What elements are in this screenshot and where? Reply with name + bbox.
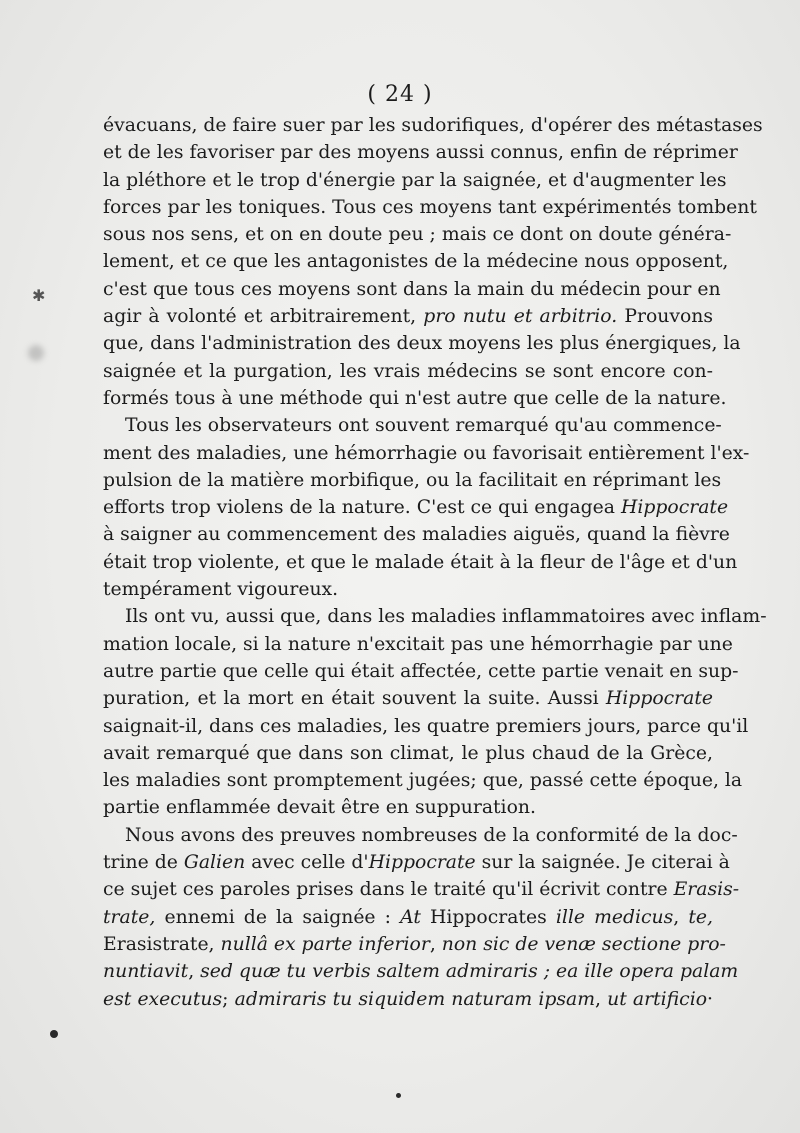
text-line (103, 576, 713, 603)
text-line (103, 603, 767, 630)
text-line (103, 740, 713, 767)
text-segment: et de les favoriser par des moyens aussi connus, enfin de réprimer (103, 142, 738, 164)
text-segment: autre partie que celle qui était affectée, cette partie venait en sup- (103, 660, 739, 682)
text-segment: Hippocrates (420, 906, 556, 928)
text-line (103, 521, 730, 548)
text-line (103, 494, 729, 521)
italic-segment: te, (688, 906, 713, 928)
text-line (103, 139, 738, 166)
text-segment: formés tous à une méthode qui n'est autre que celle de la nature. (103, 387, 727, 409)
text-line (103, 904, 713, 931)
text-segment: Tous les observateurs ont souvent remarqué qu'au commence- (125, 415, 722, 437)
text-segment: partie enflammée devait être en suppuration. (103, 797, 536, 819)
text-segment: ce sujet ces paroles prises dans le traité qu'il écrivit contre (103, 879, 674, 901)
text-segment: avait remarqué que dans son climat, le plus chaud de la Grèce, (103, 742, 713, 764)
text-segment: forces par les toniques. Tous ces moyens tant expérimentés tombent (103, 196, 757, 218)
text-line (103, 467, 722, 494)
text-segment: les maladies sont promptement jugées; que, passé cette époque, la (103, 770, 743, 792)
text-line (103, 931, 726, 958)
text-line (103, 767, 743, 794)
italic-segment: Hippocrate (620, 497, 729, 519)
text-segment: sous nos sens, et on en doute peu ; mais ce dont on doute généra- (103, 224, 732, 246)
italic-segment: Galien (183, 852, 246, 874)
italic-segment: At (400, 906, 421, 928)
text-segment: saignée et la purgation, les vrais médecins se sont encore con- (103, 360, 713, 382)
text-line (103, 986, 713, 1013)
text-line (103, 248, 729, 275)
text-segment: pulsion de la matière morbifique, ou la facilitait en réprimant les (103, 469, 722, 491)
italic-segment: trate, (103, 906, 156, 928)
italic-segment: sed quæ tu verbis saltem admiraris ; ea ille opera palam (200, 961, 739, 983)
text-segment: ment des maladies, une hémorrhagie ou favorisait entièrement l'ex- (103, 442, 750, 464)
text-segment: ; (222, 988, 235, 1010)
italic-segment: ille medicus (555, 906, 674, 928)
text-segment: agir à volonté et arbitrairement, (103, 306, 424, 328)
text-segment: sur la saignée. Je citerai à (475, 852, 730, 874)
text-line (103, 849, 730, 876)
text-line (103, 958, 739, 985)
text-line (103, 194, 757, 221)
text-segment: · (707, 988, 713, 1010)
italic-segment: admiraris tu siquidem naturam ipsam (234, 988, 596, 1010)
ink-speck (50, 1030, 58, 1038)
italic-segment: Erasis- (673, 879, 740, 901)
text-line (103, 303, 713, 330)
text-segment: était trop violente, et que le malade était à la fleur de l'âge et d'un (103, 551, 738, 573)
text-segment: , (673, 906, 689, 928)
text-line (103, 330, 741, 357)
text-line (103, 221, 732, 248)
text-segment: que, dans l'administration des deux moyens les plus énergiques, la (103, 333, 741, 355)
text-segment: la pléthore et le trop d'énergie par la saignée, et d'augmenter les (103, 169, 727, 191)
italic-segment: nuntiavit (103, 961, 189, 983)
text-line (103, 167, 727, 194)
text-segment: , (595, 988, 608, 1010)
text-line (103, 358, 713, 385)
text-segment: Erasistrate, (103, 933, 221, 955)
text-line (103, 794, 713, 821)
text-segment: trine de (103, 852, 184, 874)
italic-segment: Hippocrate (605, 688, 713, 710)
text-segment: saignait-il, dans ces maladies, les quatre premiers jours, parce qu'il (103, 715, 749, 737)
text-segment: tempérament vigoureux. (103, 579, 339, 601)
text-segment: , (188, 961, 201, 983)
text-segment: puration, et la mort en était souvent la suite. Aussi (103, 688, 606, 710)
ink-smudge (28, 345, 44, 361)
text-segment: Nous avons des preuves nombreuses de la conformité de la doc- (125, 824, 738, 846)
text-line (103, 276, 721, 303)
text-segment: efforts trop violens de la nature. C'est ce qui engagea (103, 497, 621, 519)
text-segment: ennemi de la saignée : (155, 906, 401, 928)
page-number: ( 24 ) (367, 82, 433, 107)
body-text (103, 112, 767, 1013)
text-line (103, 658, 739, 685)
text-segment: lement, et ce que les antagonistes de la médecine nous opposent, (103, 251, 729, 273)
text-segment: Ils ont vu, aussi que, dans les maladies inflammatoires avec inflam- (125, 606, 767, 628)
text-segment: c'est que tous ces moyens sont dans la main du médecin pour en (103, 278, 721, 300)
italic-segment: non sic de venæ sectione pro- (441, 933, 726, 955)
italic-segment: Hippocrate (368, 852, 476, 874)
text-line (103, 822, 738, 849)
text-line (103, 685, 713, 712)
text-line (103, 549, 738, 576)
italic-segment: ut artificio (607, 988, 708, 1010)
text-segment: évacuans, de faire suer par les sudorifiques, d'opérer des métastases (103, 115, 763, 136)
text-segment: à saigner au commencement des maladies aiguës, quand la fièvre (103, 524, 730, 546)
text-line (103, 631, 733, 658)
italic-segment: nullâ ex parte inferior (220, 933, 430, 955)
text-segment: Prouvons (617, 306, 714, 328)
text-segment: mation locale, si la nature n'excitait pas une hémorrhagie par une (103, 633, 733, 655)
text-line (103, 385, 727, 412)
margin-asterisk-mark: ✱ (32, 286, 46, 305)
text-line (103, 412, 722, 439)
text-line (103, 440, 750, 467)
text-line (103, 876, 740, 903)
text-line (103, 713, 749, 740)
text-segment: , (429, 933, 442, 955)
italic-segment: pro nutu et arbitrio. (423, 306, 618, 328)
text-line (103, 112, 763, 139)
ink-speck (396, 1093, 401, 1098)
text-segment: avec celle d' (245, 852, 369, 874)
italic-segment: est executus (103, 988, 223, 1010)
